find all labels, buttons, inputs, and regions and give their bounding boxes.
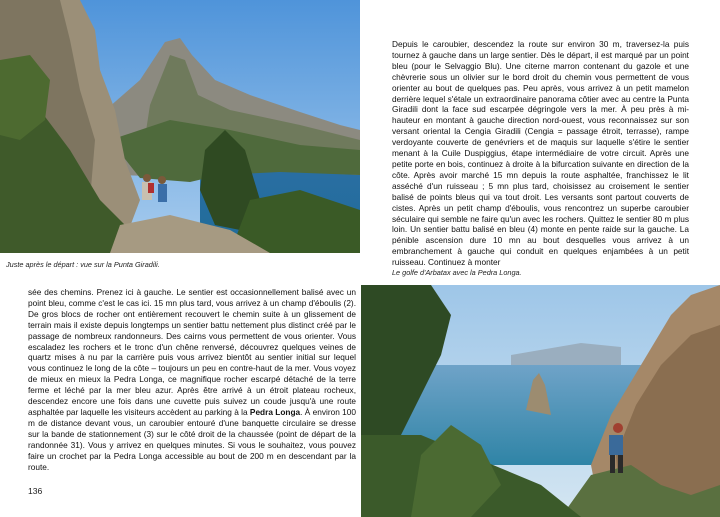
body-text-part-2: . À environ 100 m de distance devant vous, un caroubier entouré d'une banquette circulaire se dresse sur la bande de stationnement (3) sur le côté droit de la chaussée (point de départ de la randonnée 31). Vous y arrivez en quelques minutes. Si vous le souhaitez, vous pouvez faire un crochet par la Pedra Longa accessible au bout de 200 m en descendant par la route. — [28, 406, 356, 472]
place-name-pedra-longa: Pedra Longa — [249, 406, 301, 417]
body-text-left-column — [28, 287, 356, 472]
photo-golfe-arbatax — [361, 285, 720, 517]
photo-punta-giradili — [0, 0, 360, 253]
page-number: 136 — [28, 486, 43, 496]
photo-caption-left: Juste après le départ : vue sur la Punta Giradili. — [6, 260, 160, 269]
photo-caption-right: Le golfe d'Arbatax avec la Pedra Longa. — [392, 268, 522, 277]
body-text-part-1: sée des chemins. Prenez ici à gauche. Le sentier est occasionnellement balisé avec un point bleu, comme c'est le cas ici. 15 mn plus tard, vous arrivez à un champ d'éboulis (2). De gros blocs de rocher ont entièrement recouvert le chemin suite à un glissement de terrain mais il existe depuis longtemps un sentier battu nettement plus distinct créé par le passage de nombreux randonneurs. Des cairns vous permettent de vous orienter. Vous escaladez les rochers et le tronc d'un chêne renversé, découvrez quelques veines de quartz mises à nu par la carrière puis vous arrivez bientôt au sentier initial sur lequel vous continuez le long de la côte – toujours un peu en contre-haut de la mer. Vous voyez de mieux en mieux la Pedra Longa, ce magnifique rocher escarpé détaché de la terre ferme et léché par la mer bleu azur. Après être arrivé à un étroit plateau rocheux, descendez encore une fois dans une cuvette puis suivez un coude jusqu'à une route asphaltée par laquelle les visiteurs accèdent au parking à la — [28, 287, 356, 417]
body-text-right-column: Depuis le caroubier, descendez la route sur environ 30 m, traversez-la puis tournez à gauche dans un large sentier. Dès le départ, il est marqué par un point bleu (pour le Selvaggio Blu). Une citerne marron contenant du gazole et une chèvrerie sous un olivier sur le bord droit du chemin vous permettent de vous orienter au bout de quelques pas. Peu après, vous arrivez à un petit mamelon derrière lequel s'étale un extraordinaire panorama côtier avec au centre la Punta Giradili dont la face sud escarpée dégringole vers la mer. À peu près à mi-hauteur en montant à gauche direction nord-ouest, vous reconnaissez sur son versant oriental la Cengia Giradili (Cengia = passage étroit, terrasse), rampe verdoyante couverte de genévriers et de maquis sur laquelle s'étire le sentier menant à la Cuile Duspiggius, étape intermédiaire de votre circuit. Après une petite porte en bois, continuez à droite à la bifurcation suivante en direction de la côte. Après avoir marché 15 mn depuis la route asphaltée, franchissez le lit asséché d'un ruisseau ; 5 mn plus tard, choisissez au croisement le sentier balisé de points bleus qui va tout droit. Les versants sont partout couverts de cistes. Après un petit champ d'éboulis, vous rencontrez un superbe caroubier séculaire qui semble ne faire qu'un avec les rochers. Quittez le sentier 80 m plus loin. Un sentier battu balisé en bleu (4) monte en pente raide sur la gauche. La pénible ascension dure 10 mn au bout desquelles vous arrivez à un embranchement à gauche qui conduit en quelques enjambées à un petit ruisseau. Continuez à monter — [392, 39, 689, 268]
